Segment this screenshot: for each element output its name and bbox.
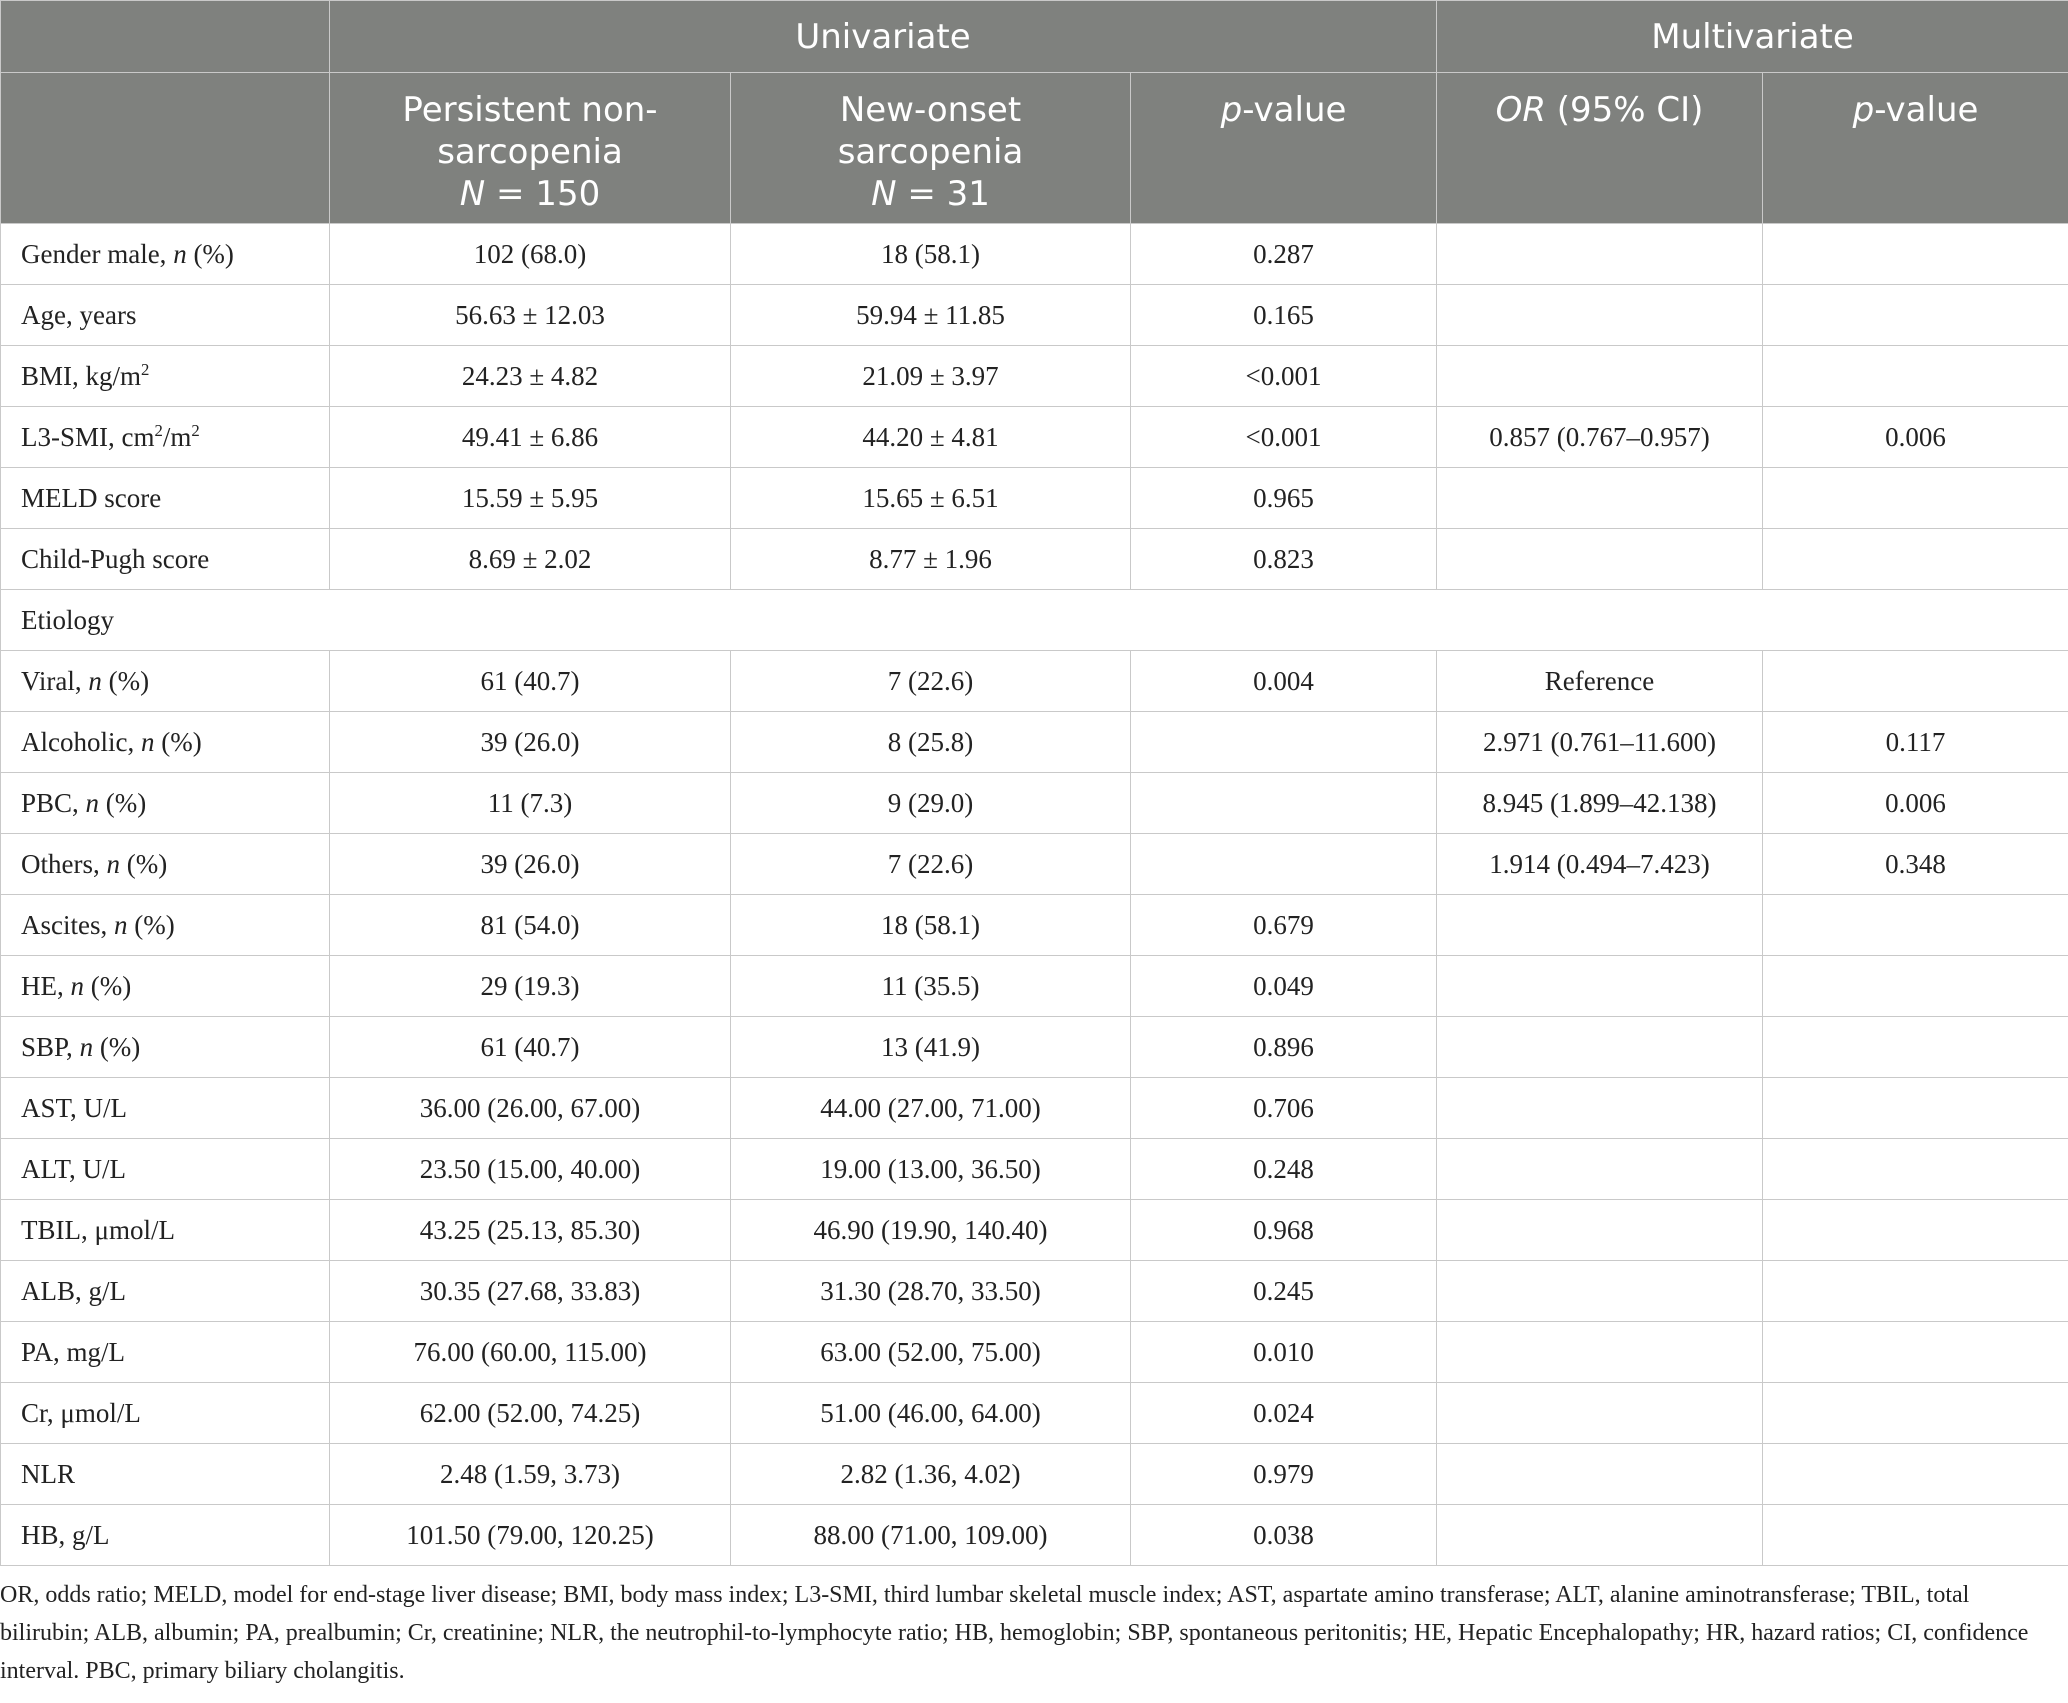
table-row: [1, 1322, 2068, 1383]
header-col5-italic: p: [1852, 90, 1875, 130]
cell-new-onset-sarcopenia: 44.20 ± 4.81: [731, 407, 1131, 468]
table-row: [1, 956, 2068, 1017]
table-row: [1, 773, 2068, 834]
table-row: [1, 651, 2068, 712]
table-row: [1, 1017, 2068, 1078]
cell-multivariate-p-value: [1763, 468, 2068, 529]
row-label: [1, 651, 330, 712]
row-label: [1, 1261, 330, 1322]
header-col3-rest: -value: [1242, 90, 1347, 130]
cell-persistent-non-sarcopenia: 23.50 (15.00, 40.00): [330, 1139, 731, 1200]
row-label: [1, 224, 330, 285]
header-group-row: [1, 1, 2068, 73]
row-label: [1, 1444, 330, 1505]
header-col4-rest: (95% CI): [1545, 90, 1704, 130]
cell-persistent-non-sarcopenia: 102 (68.0): [330, 224, 731, 285]
row-label-suffix: (%): [154, 726, 202, 757]
row-label: [1, 1017, 330, 1078]
cell-persistent-non-sarcopenia: 39 (26.0): [330, 834, 731, 895]
header-empty-cell: [1, 1, 330, 73]
header-univariate: Univariate: [330, 1, 1437, 73]
row-label-text: Child-Pugh score: [21, 543, 210, 574]
row-label-suffix: (%): [127, 909, 175, 940]
cell-multivariate-p-value: [1763, 1261, 2068, 1322]
cell-persistent-non-sarcopenia: 61 (40.7): [330, 1017, 731, 1078]
cell-multivariate-p-value: [1763, 895, 2068, 956]
row-label-text: PBC,: [21, 787, 86, 818]
cell-univariate-p-value: 0.679: [1131, 895, 1437, 956]
cell-odds-ratio: Reference: [1437, 651, 1763, 712]
cell-new-onset-sarcopenia: 19.00 (13.00, 36.50): [731, 1139, 1131, 1200]
cell-odds-ratio: [1437, 1505, 1763, 1566]
row-label-text: AST, U/L: [21, 1092, 127, 1123]
row-label-text: Viral,: [21, 665, 89, 696]
header-col2-line1: New-onset: [839, 90, 1022, 130]
cell-odds-ratio: [1437, 956, 1763, 1017]
cell-persistent-non-sarcopenia: 56.63 ± 12.03: [330, 285, 731, 346]
table-body: [1, 224, 2068, 1566]
table-row: [1, 529, 2068, 590]
cell-new-onset-sarcopenia: 7 (22.6): [731, 834, 1131, 895]
cell-univariate-p-value: <0.001: [1131, 407, 1437, 468]
row-label-text: Cr, μmol/L: [21, 1397, 141, 1428]
header-col1-n-value: = 150: [496, 174, 601, 214]
header-col1-line1: Persistent non-: [402, 90, 658, 130]
table-row: [1, 468, 2068, 529]
cell-persistent-non-sarcopenia: 39 (26.0): [330, 712, 731, 773]
cell-univariate-p-value: 0.979: [1131, 1444, 1437, 1505]
row-label: [1, 285, 330, 346]
row-label-text: SBP,: [21, 1031, 80, 1062]
row-label: [1, 346, 330, 407]
row-label-italic: n: [173, 238, 187, 269]
header-column-row: [1, 73, 2068, 224]
row-label-text: TBIL, μmol/L: [21, 1214, 175, 1245]
cell-new-onset-sarcopenia: 46.90 (19.90, 140.40): [731, 1200, 1131, 1261]
cell-new-onset-sarcopenia: 13 (41.9): [731, 1017, 1131, 1078]
row-label-superscript: 2: [154, 420, 163, 440]
row-label: [1, 956, 330, 1017]
cell-multivariate-p-value: 0.348: [1763, 834, 2068, 895]
cell-multivariate-p-value: [1763, 285, 2068, 346]
cell-univariate-p-value: 0.965: [1131, 468, 1437, 529]
row-label: [1, 712, 330, 773]
header-col5-rest: -value: [1874, 90, 1979, 130]
row-label-text: Others,: [21, 848, 107, 879]
cell-univariate-p-value: 0.968: [1131, 1200, 1437, 1261]
cell-new-onset-sarcopenia: 15.65 ± 6.51: [731, 468, 1131, 529]
cell-persistent-non-sarcopenia: 61 (40.7): [330, 651, 731, 712]
cell-new-onset-sarcopenia: 11 (35.5): [731, 956, 1131, 1017]
cell-odds-ratio: 2.971 (0.761–11.600): [1437, 712, 1763, 773]
cell-odds-ratio: [1437, 529, 1763, 590]
cell-new-onset-sarcopenia: 9 (29.0): [731, 773, 1131, 834]
table-row: [1, 1261, 2068, 1322]
cell-multivariate-p-value: [1763, 1200, 2068, 1261]
cell-persistent-non-sarcopenia: 30.35 (27.68, 33.83): [330, 1261, 731, 1322]
row-label: [1, 1383, 330, 1444]
cell-persistent-non-sarcopenia: 81 (54.0): [330, 895, 731, 956]
header-col3-italic: p: [1220, 90, 1243, 130]
row-label-text: BMI, kg/m: [21, 360, 142, 391]
header-new-onset-sarcopenia: [731, 73, 1131, 224]
cell-multivariate-p-value: [1763, 1139, 2068, 1200]
cell-persistent-non-sarcopenia: 101.50 (79.00, 120.25): [330, 1505, 731, 1566]
row-label-suffix: /m: [162, 421, 192, 452]
row-label-text: HE,: [21, 970, 71, 1001]
cell-odds-ratio: [1437, 1078, 1763, 1139]
cell-multivariate-p-value: [1763, 1505, 2068, 1566]
table-row: [1, 834, 2068, 895]
row-label-suffix: (%): [93, 1031, 141, 1062]
header-label-cell: [1, 73, 330, 224]
table-row: [1, 346, 2068, 407]
row-label: [1, 1078, 330, 1139]
cell-univariate-p-value: [1131, 773, 1437, 834]
header-col2-line2: sarcopenia: [837, 132, 1024, 172]
cell-new-onset-sarcopenia: 21.09 ± 3.97: [731, 346, 1131, 407]
cell-univariate-p-value: 0.038: [1131, 1505, 1437, 1566]
header-col1-line2: sarcopenia: [437, 132, 623, 172]
cell-odds-ratio: [1437, 1017, 1763, 1078]
cell-persistent-non-sarcopenia: 43.25 (25.13, 85.30): [330, 1200, 731, 1261]
header-col4-italic: OR: [1495, 90, 1546, 130]
row-label-suffix: (%): [119, 848, 168, 879]
row-label: [1, 1200, 330, 1261]
cell-new-onset-sarcopenia: 63.00 (52.00, 75.00): [731, 1322, 1131, 1383]
cell-multivariate-p-value: [1763, 956, 2068, 1017]
section-row: [1, 590, 2068, 651]
cell-new-onset-sarcopenia: 7 (22.6): [731, 651, 1131, 712]
table-row: [1, 895, 2068, 956]
row-label-text: Ascites,: [21, 909, 114, 940]
table-row: [1, 1200, 2068, 1261]
cell-odds-ratio: [1437, 1139, 1763, 1200]
cell-multivariate-p-value: [1763, 1322, 2068, 1383]
cell-odds-ratio: [1437, 1383, 1763, 1444]
cell-persistent-non-sarcopenia: 29 (19.3): [330, 956, 731, 1017]
header-multivariate: Multivariate: [1437, 1, 2068, 73]
table-row: [1, 1505, 2068, 1566]
row-label: [1, 1505, 330, 1566]
cell-persistent-non-sarcopenia: 24.23 ± 4.82: [330, 346, 731, 407]
row-label: [1, 1322, 330, 1383]
cell-odds-ratio: [1437, 285, 1763, 346]
header-multivariate-p-value: [1763, 73, 2068, 224]
row-label-suffix: (%): [99, 787, 147, 818]
cell-persistent-non-sarcopenia: 8.69 ± 2.02: [330, 529, 731, 590]
cell-persistent-non-sarcopenia: 76.00 (60.00, 115.00): [330, 1322, 731, 1383]
cell-multivariate-p-value: [1763, 1383, 2068, 1444]
row-label-text: HB, g/L: [21, 1519, 110, 1550]
cell-odds-ratio: 1.914 (0.494–7.423): [1437, 834, 1763, 895]
row-label-italic: n: [113, 909, 128, 940]
cell-odds-ratio: 8.945 (1.899–42.138): [1437, 773, 1763, 834]
row-label-text: MELD score: [21, 482, 162, 513]
row-label-text: Age, years: [21, 299, 137, 330]
cell-multivariate-p-value: [1763, 1078, 2068, 1139]
cell-univariate-p-value: 0.004: [1131, 651, 1437, 712]
cell-multivariate-p-value: 0.117: [1763, 712, 2068, 773]
row-label-italic: n: [79, 1031, 94, 1062]
table-footnote: OR, odds ratio; MELD, model for end-stage liver disease; BMI, body mass index; L3-SMI, third lumbar skeletal muscle index; AST, aspartate amino transferase; ALT, alanine aminotransferase; TBIL, total bilirubin; ALB, albumin; PA, prealbumin; Cr, creatinine; NLR, the neutrophil-to-lymphocyte ratio; HB, hemoglobin; SBP, spontaneous peritonitis; HE, Hepatic Encephalopathy; HR, hazard ratios; CI, confidence interval. PBC, primary biliary cholangitis.: [0, 1582, 2029, 1684]
cell-univariate-p-value: [1131, 712, 1437, 773]
cell-new-onset-sarcopenia: 18 (58.1): [731, 895, 1131, 956]
row-label-italic: n: [85, 787, 100, 818]
table-row: [1, 1078, 2068, 1139]
cell-multivariate-p-value: 0.006: [1763, 773, 2068, 834]
cell-new-onset-sarcopenia: 31.30 (28.70, 33.50): [731, 1261, 1131, 1322]
row-label: [1, 468, 330, 529]
cell-odds-ratio: [1437, 895, 1763, 956]
row-label: [1, 895, 330, 956]
row-label-suffix: (%): [101, 665, 150, 696]
cell-multivariate-p-value: [1763, 346, 2068, 407]
cell-persistent-non-sarcopenia: 62.00 (52.00, 74.25): [330, 1383, 731, 1444]
cell-odds-ratio: [1437, 1444, 1763, 1505]
cell-univariate-p-value: 0.049: [1131, 956, 1437, 1017]
header-col1-n-label: N: [459, 174, 486, 214]
row-label: [1, 773, 330, 834]
row-label-text: ALT, U/L: [21, 1153, 126, 1184]
cell-odds-ratio: [1437, 1322, 1763, 1383]
row-label-superscript: 2: [191, 420, 200, 440]
cell-multivariate-p-value: 0.006: [1763, 407, 2068, 468]
header-univariate-p-value: [1131, 73, 1437, 224]
cell-multivariate-p-value: [1763, 651, 2068, 712]
cell-univariate-p-value: 0.245: [1131, 1261, 1437, 1322]
cell-univariate-p-value: 0.024: [1131, 1383, 1437, 1444]
row-label: [1, 834, 330, 895]
cell-persistent-non-sarcopenia: 36.00 (26.00, 67.00): [330, 1078, 731, 1139]
cell-persistent-non-sarcopenia: 15.59 ± 5.95: [330, 468, 731, 529]
cell-new-onset-sarcopenia: 8.77 ± 1.96: [731, 529, 1131, 590]
cell-persistent-non-sarcopenia: 11 (7.3): [330, 773, 731, 834]
row-label-suffix: (%): [186, 238, 234, 269]
cell-persistent-non-sarcopenia: 49.41 ± 6.86: [330, 407, 731, 468]
cell-new-onset-sarcopenia: 18 (58.1): [731, 224, 1131, 285]
cell-new-onset-sarcopenia: 2.82 (1.36, 4.02): [731, 1444, 1131, 1505]
cell-new-onset-sarcopenia: 88.00 (71.00, 109.00): [731, 1505, 1131, 1566]
row-label-italic: n: [88, 665, 102, 696]
cell-odds-ratio: [1437, 224, 1763, 285]
cell-new-onset-sarcopenia: 8 (25.8): [731, 712, 1131, 773]
cell-odds-ratio: 0.857 (0.767–0.957): [1437, 407, 1763, 468]
header-col2-n-label: N: [871, 174, 897, 214]
cell-univariate-p-value: 0.010: [1131, 1322, 1437, 1383]
row-label-text: Gender male,: [21, 238, 174, 269]
cell-univariate-p-value: 0.823: [1131, 529, 1437, 590]
cell-new-onset-sarcopenia: 51.00 (46.00, 64.00): [731, 1383, 1131, 1444]
cell-odds-ratio: [1437, 346, 1763, 407]
row-label-superscript: 2: [141, 359, 150, 379]
table-row: [1, 712, 2068, 773]
row-label-text: PA, mg/L: [21, 1336, 126, 1367]
cell-odds-ratio: [1437, 468, 1763, 529]
row-label-italic: n: [70, 970, 84, 1001]
table-row: [1, 285, 2068, 346]
table-row: [1, 1383, 2068, 1444]
cell-multivariate-p-value: [1763, 224, 2068, 285]
cell-univariate-p-value: <0.001: [1131, 346, 1437, 407]
row-label-italic: n: [140, 726, 155, 757]
section-label: Etiology: [1, 590, 2068, 651]
cell-univariate-p-value: 0.248: [1131, 1139, 1437, 1200]
cell-multivariate-p-value: [1763, 1017, 2068, 1078]
cell-new-onset-sarcopenia: 44.00 (27.00, 71.00): [731, 1078, 1131, 1139]
cell-new-onset-sarcopenia: 59.94 ± 11.85: [731, 285, 1131, 346]
row-label-suffix: (%): [84, 970, 132, 1001]
row-label: [1, 1139, 330, 1200]
header-odds-ratio: [1437, 73, 1763, 224]
header-persistent-non-sarcopenia: [330, 73, 731, 224]
cell-univariate-p-value: 0.706: [1131, 1078, 1437, 1139]
cell-persistent-non-sarcopenia: 2.48 (1.59, 3.73): [330, 1444, 731, 1505]
row-label-text: ALB, g/L: [21, 1275, 126, 1306]
row-label: [1, 407, 330, 468]
row-label-text: L3-SMI, cm: [21, 421, 155, 452]
cell-multivariate-p-value: [1763, 1444, 2068, 1505]
row-label-text: Alcoholic,: [21, 726, 141, 757]
table-row: [1, 407, 2068, 468]
row-label-italic: n: [106, 848, 120, 879]
cell-univariate-p-value: 0.896: [1131, 1017, 1437, 1078]
cell-univariate-p-value: 0.165: [1131, 285, 1437, 346]
cell-odds-ratio: [1437, 1200, 1763, 1261]
table-row: [1, 1444, 2068, 1505]
cell-univariate-p-value: 0.287: [1131, 224, 1437, 285]
cell-multivariate-p-value: [1763, 529, 2068, 590]
row-label-text: NLR: [21, 1458, 75, 1489]
row-label: [1, 529, 330, 590]
table-row: [1, 1139, 2068, 1200]
cell-odds-ratio: [1437, 1261, 1763, 1322]
table-row: [1, 224, 2068, 285]
cell-univariate-p-value: [1131, 834, 1437, 895]
header-col2-n-value: = 31: [907, 174, 990, 214]
